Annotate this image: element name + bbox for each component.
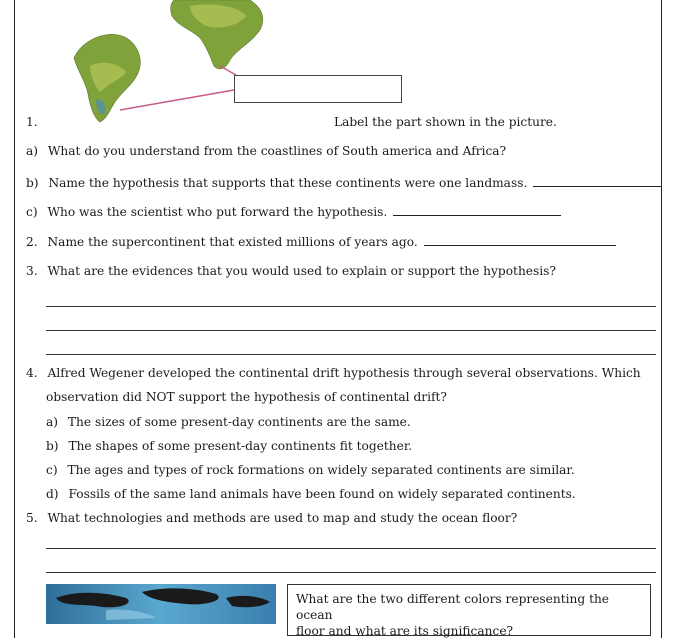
q4-option-c-text: The ages and types of rock formations on widely separated continents are similar. [67, 463, 575, 477]
q1-number: 1. [26, 115, 38, 129]
q3-answer-line-3[interactable] [46, 354, 656, 355]
q4-option-a-label: a) [46, 415, 59, 429]
q1-instruction: Label the part shown in the picture. [334, 115, 557, 129]
q1a-label: a) [26, 144, 39, 158]
q1a-text: What do you understand from the coastlines of South america and Africa? [47, 144, 507, 158]
q5-item [26, 510, 517, 526]
q1b-item [26, 174, 661, 191]
q1c-label: c) [26, 205, 38, 219]
ocean-floor-question-box [287, 584, 651, 636]
q4-option-b-label: b) [46, 439, 59, 453]
q4-text-line2: observation did NOT support the hypothesis of continental drift? [46, 390, 447, 404]
q1b-text: Name the hypothesis that supports that these continents were one landmass. [48, 176, 528, 190]
q4-option-d-label: d) [46, 487, 59, 501]
q6-text-line1: What are the two different colors representing the ocean [296, 592, 610, 622]
q4-option-c[interactable] [46, 462, 575, 478]
q4-number: 4. [26, 366, 38, 380]
q1a-item [26, 143, 506, 159]
q4-option-b-text: The shapes of some present-day continents fit together. [68, 439, 413, 453]
q4-option-a-text: The sizes of some present-day continents are the same. [67, 415, 411, 429]
q4-option-c-label: c) [46, 463, 58, 477]
q4-text-line1: Alfred Wegener developed the continental drift hypothesis through several observations. Which [47, 366, 641, 380]
q1b-answer-blank[interactable] [533, 174, 661, 187]
q2-answer-blank[interactable] [424, 233, 616, 246]
pointer-line [120, 90, 234, 110]
q1c-answer-blank[interactable] [393, 203, 561, 216]
q1b-label: b) [26, 176, 39, 190]
q4-option-d[interactable] [46, 486, 576, 502]
q5-answer-line-2[interactable] [46, 572, 656, 573]
q6-text-line2: floor and what are its significance? [296, 624, 514, 638]
q4-option-b[interactable] [46, 438, 412, 454]
ocean-floor-map-image [46, 584, 276, 624]
q4-item [26, 365, 641, 381]
q1c-item [26, 203, 561, 220]
q3-item [26, 263, 556, 279]
q2-text: Name the supercontinent that existed millions of years ago. [47, 235, 418, 249]
q5-text: What technologies and methods are used to map and study the ocean floor? [47, 511, 518, 525]
q2-item [26, 233, 616, 250]
q4-option-d-text: Fossils of the same land animals have been found on widely separated continents. [68, 487, 576, 501]
q5-answer-line-1[interactable] [46, 548, 656, 549]
continents-map-image [60, 0, 420, 130]
q2-number: 2. [26, 235, 38, 249]
q3-answer-line-1[interactable] [46, 306, 656, 307]
q3-number: 3. [26, 264, 38, 278]
q1c-text: Who was the scientist who put forward the hypothesis. [47, 205, 388, 219]
answer-label-box[interactable] [234, 75, 402, 103]
q5-number: 5. [26, 511, 38, 525]
q3-answer-line-2[interactable] [46, 330, 656, 331]
q4-option-a[interactable] [46, 414, 411, 430]
q3-text: What are the evidences that you would used to explain or support the hypothesis? [47, 264, 556, 278]
